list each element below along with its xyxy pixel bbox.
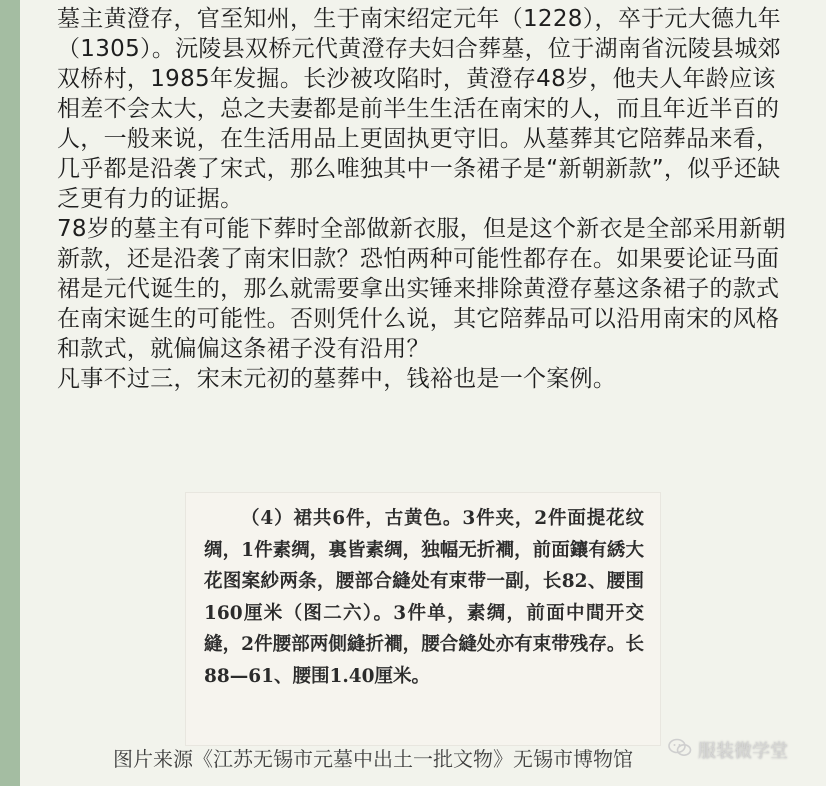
- scanned-excerpt-paragraph: （4）裙共6件，古黄色。3件夹，2件面提花纹绸，1件素绸，裏皆素绸，独幅无折襇，前面鑲有綉大花图案紗两条，腰部合縫处有束带一副，长82、腰围160厘米（图二六）。3件单，素绸，前面中間开交縫，2件腰部两側縫折襇，腰合縫处亦有束带残存。长88—61、腰围1.40厘米。: [204, 508, 644, 687]
- watermark-text: 服装微学堂: [698, 741, 788, 762]
- image-caption: 图片来源《江苏无锡市元墓中出土一批文物》无锡市博物馆: [113, 747, 633, 771]
- wechat-icon: [668, 738, 692, 763]
- left-border-strip: [0, 0, 20, 786]
- article-paragraph-1: 墓主黄澄存，官至知州，生于南宋绍定元年（1228），卒于元大德九年（1305）。沅陵县双桥元代黄澄存夫妇合葬墓，位于湖南省沅陵县城郊双桥村，1985年发掘。长沙被攻陷时，黄澄存48岁，他夫人年龄应该相差不会太大，总之夫妻都是前半生生活在南宋的人，而且年近半百的人，一般来说，在生活用品上更固执更守旧。从墓葬其它陪葬品来看，几乎都是沿袭了宋式，那么唯独其中一条裙子是“新朝新款”，似乎还缺乏更有力的证据。: [57, 6, 781, 212]
- scanned-excerpt-text: [204, 503, 644, 692]
- article-paragraph-3: 凡事不过三，宋末元初的墓葬中，钱裕也是一个案例。: [57, 366, 617, 392]
- scanned-excerpt-image: [186, 493, 660, 745]
- article-body: [57, 4, 797, 394]
- watermark: [668, 738, 788, 762]
- article-paragraph-2: 78岁的墓主有可能下葬时全部做新衣服，但是这个新衣是全部采用新朝新款，还是沿袭了南宋旧款？恐怕两种可能性都存在。如果要论证马面裙是元代诞生的，那么就需要拿出实锤来排除黄澄存墓这条裙子的款式在南宋诞生的可能性。否则凭什么说，其它陪葬品可以沿用南宋的风格和款式，就偏偏这条裙子没有沿用？: [57, 216, 786, 362]
